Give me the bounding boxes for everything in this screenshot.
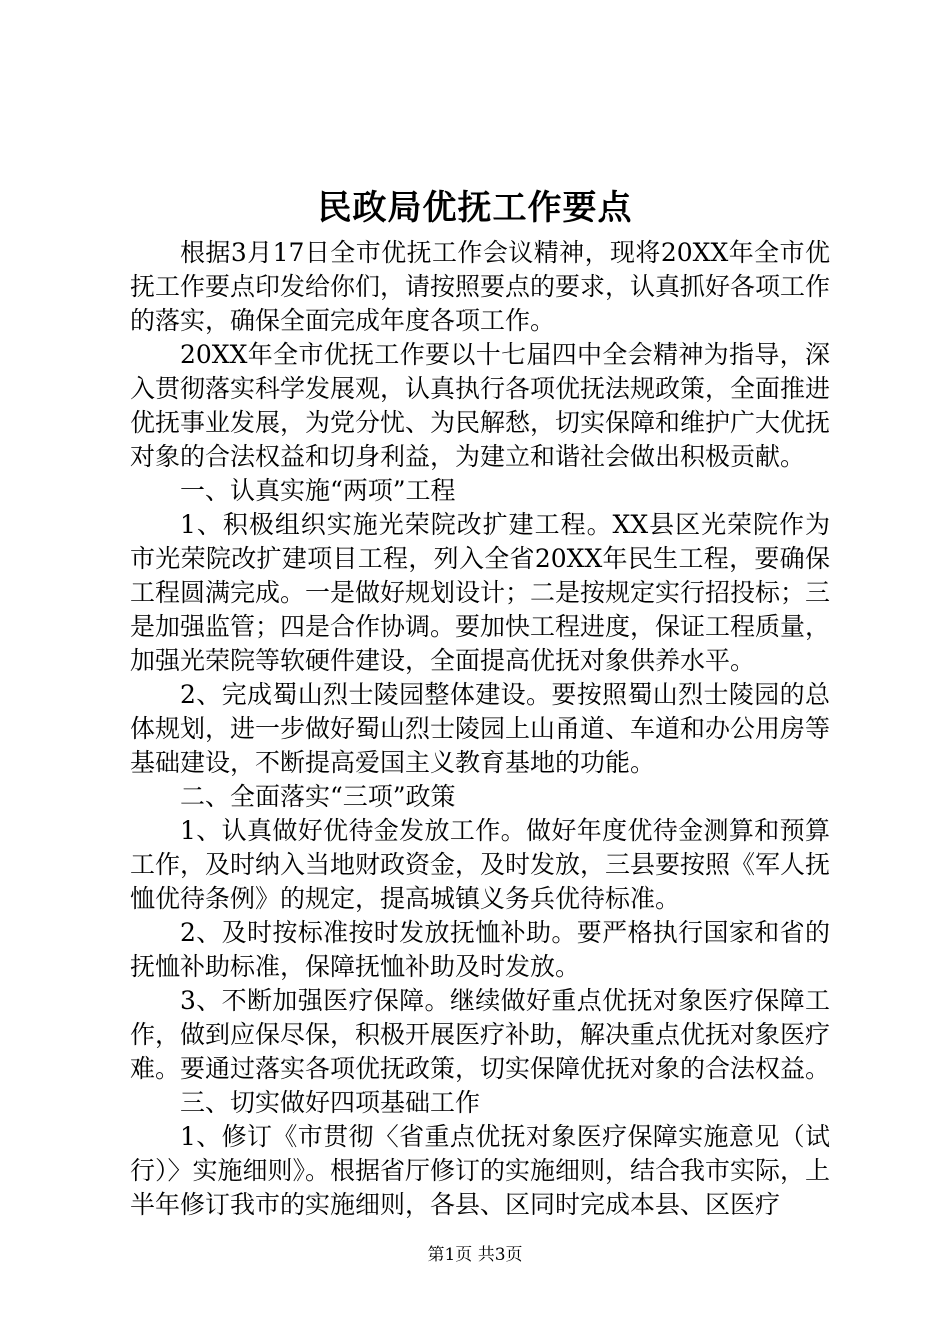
page-footer: 第1页 共3页 <box>427 1245 523 1265</box>
document-body <box>130 236 830 1222</box>
paragraph: 2、及时按标准按时发放抚恤补助。要严格执行国家和省的抚恤补助标准，保障抚恤补助及时发放。 <box>130 918 830 981</box>
document-title: 民政局优抚工作要点 <box>317 188 633 228</box>
paragraph: 根据3月17日全市优抚工作会议精神，现将20XX年全市优抚工作要点印发给你们，请按照要点的要求，认真抓好各项工作的落实，确保全面完成年度各项工作。 <box>130 238 831 335</box>
paragraph: 1、积极组织实施光荣院改扩建工程。XX县区光荣院作为市光荣院改扩建项目工程，列入全省20XX年民生工程，要确保工程圆满完成。一是做好规划设计；二是按规定实行招投标；三是加强监管；四是合作协调。要加快工程进度，保证工程质量，加强光荣院等软硬件建设，全面提高优抚对象供养水平。 <box>130 510 831 675</box>
paragraph: 1、认真做好优待金发放工作。做好年度优待金测算和预算工作，及时纳入当地财政资金，及时发放，三县要按照《军人抚恤优待条例》的规定，提高城镇义务兵优待标准。 <box>130 816 831 913</box>
section-heading: 二、全面落实“三项”政策 <box>180 782 456 811</box>
section-heading: 三、切实做好四项基础工作 <box>180 1088 481 1117</box>
paragraph: 1、修订《市贯彻〈省重点优抚对象医疗保障实施意见（试行）〉实施细则》。根据省厅修订的实施细则，结合我市实际，上半年修订我市的实施细则，各县、区同时完成本县、区医疗 <box>130 1122 831 1219</box>
section-heading: 一、认真实施“两项”工程 <box>180 476 456 505</box>
paragraph: 2、完成蜀山烈士陵园整体建设。要按照蜀山烈士陵园的总体规划，进一步做好蜀山烈士陵园上山甬道、车道和办公用房等基础建设，不断提高爱国主义教育基地的功能。 <box>130 680 831 777</box>
paragraph: 3、不断加强医疗保障。继续做好重点优抚对象医疗保障工作，做到应保尽保，积极开展医疗补助，解决重点优抚对象医疗难。要通过落实各项优抚政策，切实保障优抚对象的合法权益。 <box>130 986 831 1083</box>
paragraph: 20XX年全市优抚工作要以十七届四中全会精神为指导，深入贯彻落实科学发展观，认真执行各项优抚法规政策，全面推进优抚事业发展，为党分忧、为民解愁，切实保障和维护广大优抚对象的合法权益和切身利益，为建立和谐社会做出积极贡献。 <box>130 340 831 471</box>
